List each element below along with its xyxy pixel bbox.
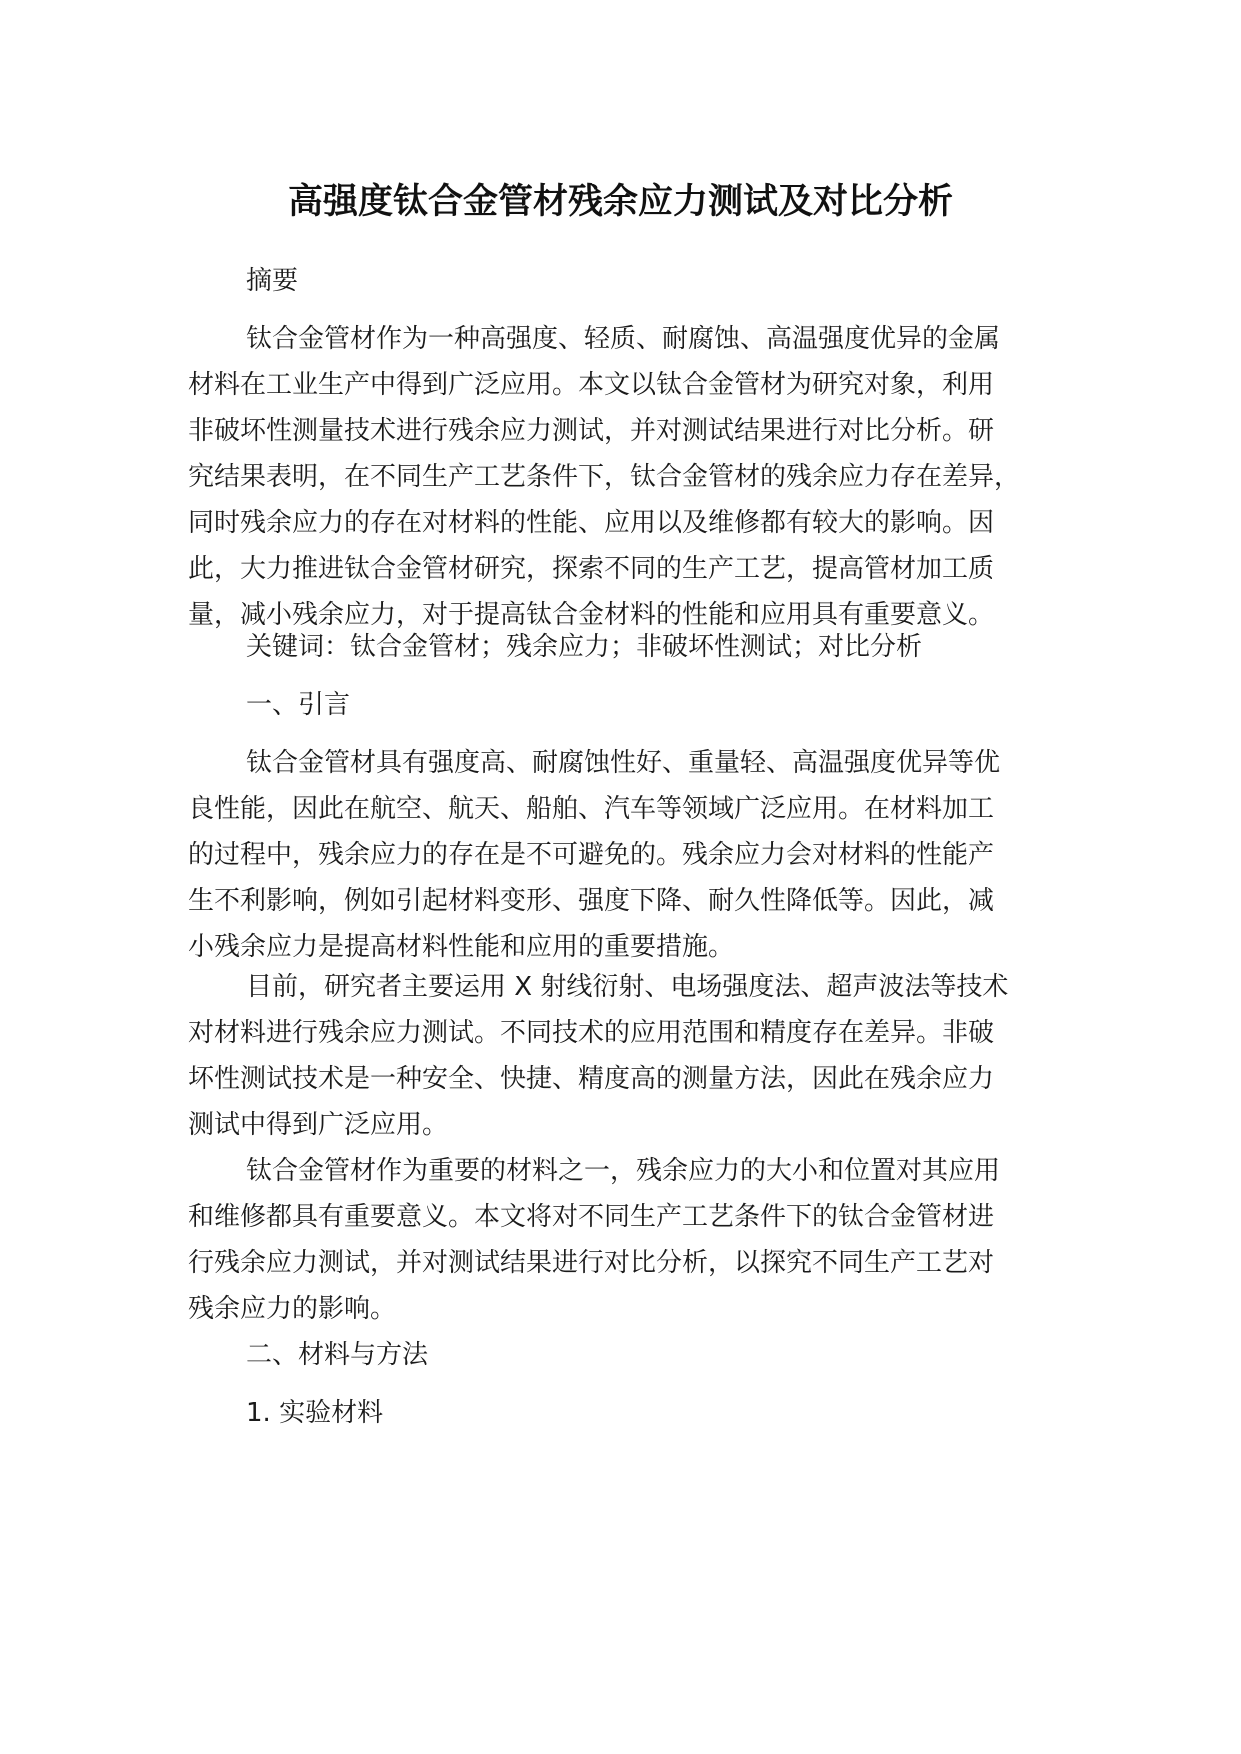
keywords-line: 关键词：钛合金管材；残余应力；非破坏性测试；对比分析: [246, 632, 923, 662]
introduction-paragraph-2: [188, 964, 1080, 1148]
abstract-line: 材料在工业生产中得到广泛应用。本文以钛合金管材为研究对象，利用: [188, 370, 995, 400]
abstract-heading: 摘要: [246, 266, 299, 296]
abstract-line: 此，大力推进钛合金管材研究，探索不同的生产工艺，提高管材加工质: [188, 554, 995, 584]
abstract-line: 量，减小残余应力，对于提高钛合金材料的性能和应用具有重要意义。: [188, 600, 995, 630]
subsection-1-heading-block: [188, 1390, 1080, 1436]
paragraph-line: 生不利影响，例如引起材料变形、强度下降、耐久性降低等。因此，减: [188, 886, 995, 916]
paragraph-line: 和维修都具有重要意义。本文将对不同生产工艺条件下的钛合金管材进: [188, 1202, 995, 1232]
section-heading: 二、材料与方法: [246, 1340, 429, 1370]
paragraph-line: 的过程中，残余应力的存在是不可避免的。残余应力会对材料的性能产: [188, 840, 995, 870]
introduction-paragraph-1: [188, 740, 1080, 970]
paragraph-line: 钛合金管材具有强度高、耐腐蚀性好、重量轻、高温强度优异等优: [246, 748, 1001, 778]
paragraph-line: 目前，研究者主要运用 X 射线衍射、电场强度法、超声波法等技术: [246, 972, 1009, 1002]
paragraph-line: 良性能，因此在航空、航天、船舶、汽车等领域广泛应用。在材料加工: [188, 794, 995, 824]
paragraph-line: 测试中得到广泛应用。: [188, 1110, 449, 1140]
section-2-heading-block: [188, 1332, 1080, 1378]
paragraph-line: 小残余应力是提高材料性能和应用的重要措施。: [188, 932, 735, 962]
paragraph-line: 行残余应力测试，并对测试结果进行对比分析，以探究不同生产工艺对: [188, 1248, 995, 1278]
abstract-line: 究结果表明，在不同生产工艺条件下，钛合金管材的残余应力存在差异，: [188, 462, 1021, 492]
abstract-heading-block: [188, 258, 1080, 304]
paragraph-line: 钛合金管材作为重要的材料之一，残余应力的大小和位置对其应用: [246, 1156, 1001, 1186]
keywords-block: [188, 624, 1080, 670]
paragraph-line: 对材料进行残余应力测试。不同技术的应用范围和精度存在差异。非破: [188, 1018, 995, 1048]
abstract-line: 同时残余应力的存在对材料的性能、应用以及维修都有较大的影响。因: [188, 508, 995, 538]
introduction-paragraph-3: [188, 1148, 1080, 1332]
section-heading: 一、引言: [246, 690, 351, 720]
document-title: 高强度钛合金管材残余应力测试及对比分析: [287, 182, 953, 222]
paragraph-line: 残余应力的影响。: [188, 1294, 397, 1324]
abstract-paragraph: [188, 316, 1080, 638]
subsection-heading: 1. 实验材料: [246, 1398, 384, 1428]
paragraph-line: 坏性测试技术是一种安全、快捷、精度高的测量方法，因此在残余应力: [188, 1064, 995, 1094]
section-1-heading-block: [188, 682, 1080, 728]
abstract-line: 非破坏性测量技术进行残余应力测试，并对测试结果进行对比分析。研: [188, 416, 995, 446]
abstract-line: 钛合金管材作为一种高强度、轻质、耐腐蚀、高温强度优异的金属: [246, 324, 1001, 354]
